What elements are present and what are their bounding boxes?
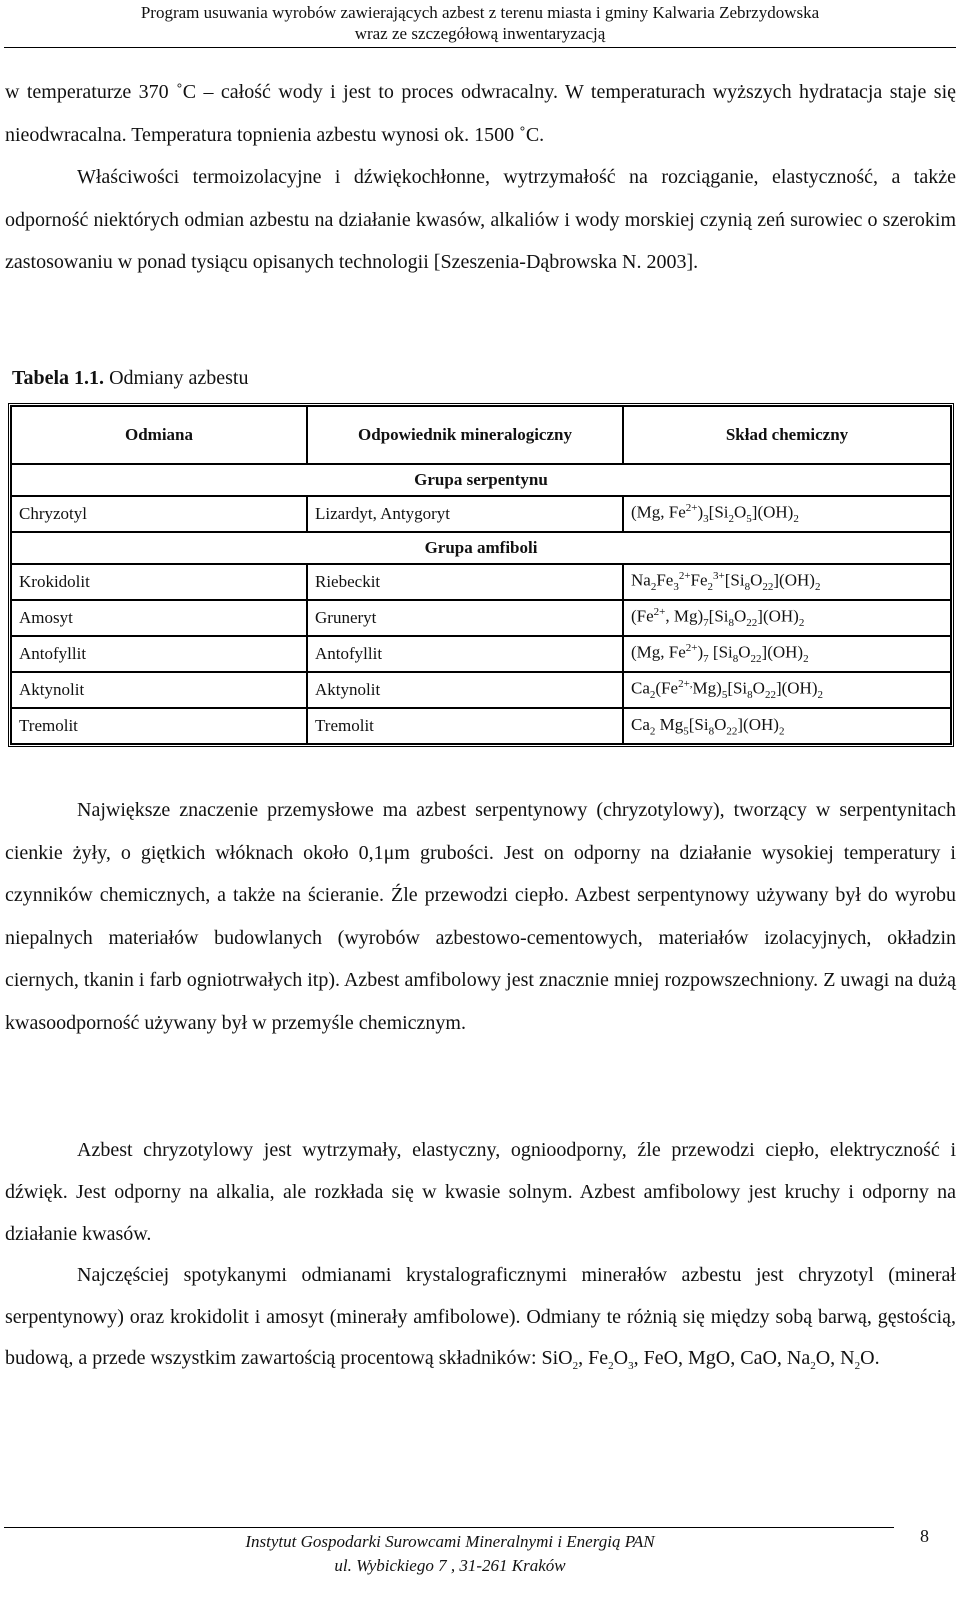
group-row <box>11 464 951 496</box>
variety-cell: Antofyllit <box>11 636 307 672</box>
variety-cell: Aktynolit <box>11 672 307 708</box>
page-footer <box>0 1530 900 1578</box>
variety-cell: Chryzotyl <box>11 496 307 532</box>
header-cell: Odmiana <box>11 406 307 464</box>
footer-institute: Instytut Gospodarki Surowcami Mineralnymi i Energią PAN <box>245 1532 655 1551</box>
table-row <box>11 564 951 600</box>
mineral-cell: Riebeckit <box>307 564 623 600</box>
footer-rule <box>4 1527 894 1528</box>
serpentine-paragraph <box>5 789 956 1044</box>
table-row <box>11 600 951 636</box>
table-row <box>11 672 951 708</box>
mineral-cell: Aktynolit <box>307 672 623 708</box>
group-row <box>11 532 951 564</box>
mineral-cell: Antofyllit <box>307 636 623 672</box>
varieties-paragraph <box>5 1255 956 1388</box>
formula-cell: $Ca_2$ $Mg_5[Si_8O_{22}](OH)_2$ <box>623 708 951 744</box>
chrysotile-text: Azbest chryzotylowy jest wytrzymały, elastyczny, ognioodporny, źle przewodzi ciepło, elektryczność i dźwięk. Jest odporny na alkalia, ale rozkłada się w kwasie solnym. Azbest amfibolowy jest kruchy i odporny na działanie kwasów. <box>5 1139 956 1245</box>
table-row <box>11 708 951 744</box>
intro-paragraph <box>5 71 956 284</box>
mineral-cell: Gruneryt <box>307 600 623 636</box>
formula-cell: ($Fe^{2+}$, $Mg)_7[Si_8O_{22}](OH)_2$ <box>623 600 951 636</box>
page-number: 8 <box>920 1526 929 1546</box>
variety-cell: Tremolit <box>11 708 307 744</box>
formula-cell: $Ca_2(Fe^{2+,}Mg)_5[Si_8O_{22}](OH)_2$ <box>623 672 951 708</box>
mineral-cell: Tremolit <box>307 708 623 744</box>
header-line-2: wraz ze szczegółową inwentaryzacją <box>354 24 606 43</box>
formula-cell: (Mg, $Fe^{2+})_3[Si_2O_5](OH)_2$ <box>623 496 951 532</box>
varieties-text: Najczęściej spotykanymi odmianami krystalograficznymi minerałów azbestu jest chryzotyl (minerał serpentynowy) oraz krokidolit i amosyt (minerały amfibolowe). Odmiany te różnią się między sobą barwą, gęstością, budową, a przede wszystkim zawartością procentową składników: SiO$_2$, $Fe_2O_3$, FeO, MgO, CaO, $Na_2O$, $N_2O$. <box>5 1264 956 1372</box>
chrysotile-paragraph <box>5 1129 956 1255</box>
header-line-1: Program usuwania wyrobów zawierających azbest z terenu miasta i gminy Kalwaria Zebrzydowska <box>140 3 820 22</box>
header-rule <box>4 47 956 48</box>
table-header-row <box>11 406 951 464</box>
footer-address: ul. Wybickiego 7 , 31-261 Kraków <box>334 1556 566 1575</box>
serpentine-text: Największe znaczenie przemysłowe ma azbest serpentynowy (chryzotylowy), tworzący w serpentynitach cienkie żyły, o giętkich włóknach około 0,1μm grubości. Jest on odporny na działanie wysokiej temperatury i czynników chemicznych, a także na ścieranie. Źle przewodzi ciepło. Azbest serpentynowy używany był do wyrobu niepalnych materiałów budowlanych (wyrobów azbestowo-cementowych, materiałów izolacyjnych, okładzin ciernych, tkanin i farb ogniotrwałych itp). Azbest amfibolowy jest znacznie mniej rozpowszechniony. Z uwagi na dużą kwasoodporność używany był w przemyśle chemicznym. <box>5 799 956 1034</box>
formula-cell: (Mg, $Fe^{2+})_7$ $[Si_8O_{22}](OH)_2$ <box>623 636 951 672</box>
page-header <box>0 0 960 52</box>
intro-text-a: w temperaturze 370 ˚C – całość wody i jest to proces odwracalny. W temperaturach wyższych hydratacja staje się nieodwracalna. Temperatura topnienia azbestu wynosi ok. 1500 ˚C. <box>5 81 956 146</box>
variety-cell: Amosyt <box>11 600 307 636</box>
mineral-cell: Lizardyt, Antygoryt <box>307 496 623 532</box>
table-title <box>12 367 248 390</box>
intro-text-b: Właściwości termoizolacyjne i dźwiękochłonne, wytrzymałość na rozciąganie, elastyczność, a także odporność niektórych odmian azbestu na działanie kwasów, alkaliów i wody morskiej czynią zeń surowiec o szerokim zastosowaniu w ponad tysiącu opisanych technologii [Szeszenia-Dąbrowska N. 2003]. <box>5 166 956 273</box>
table-row <box>11 636 951 672</box>
group-serpentine: Grupa serpentynu <box>11 464 951 496</box>
table-row <box>11 496 951 532</box>
formula-cell: $Na_2Fe_3^{2+}Fe_2^{3+}[Si_8O_{22}](OH)_2$ <box>623 564 951 600</box>
header-cell: Odpowiednik mineralogiczny <box>307 406 623 464</box>
table-caption: Odmiany azbestu <box>104 367 249 389</box>
group-amphibole: Grupa amfiboli <box>11 532 951 564</box>
header-cell: Skład chemiczny <box>623 406 951 464</box>
asbestos-table <box>8 403 954 747</box>
variety-cell: Krokidolit <box>11 564 307 600</box>
table-label: Tabela 1.1. <box>12 367 105 389</box>
